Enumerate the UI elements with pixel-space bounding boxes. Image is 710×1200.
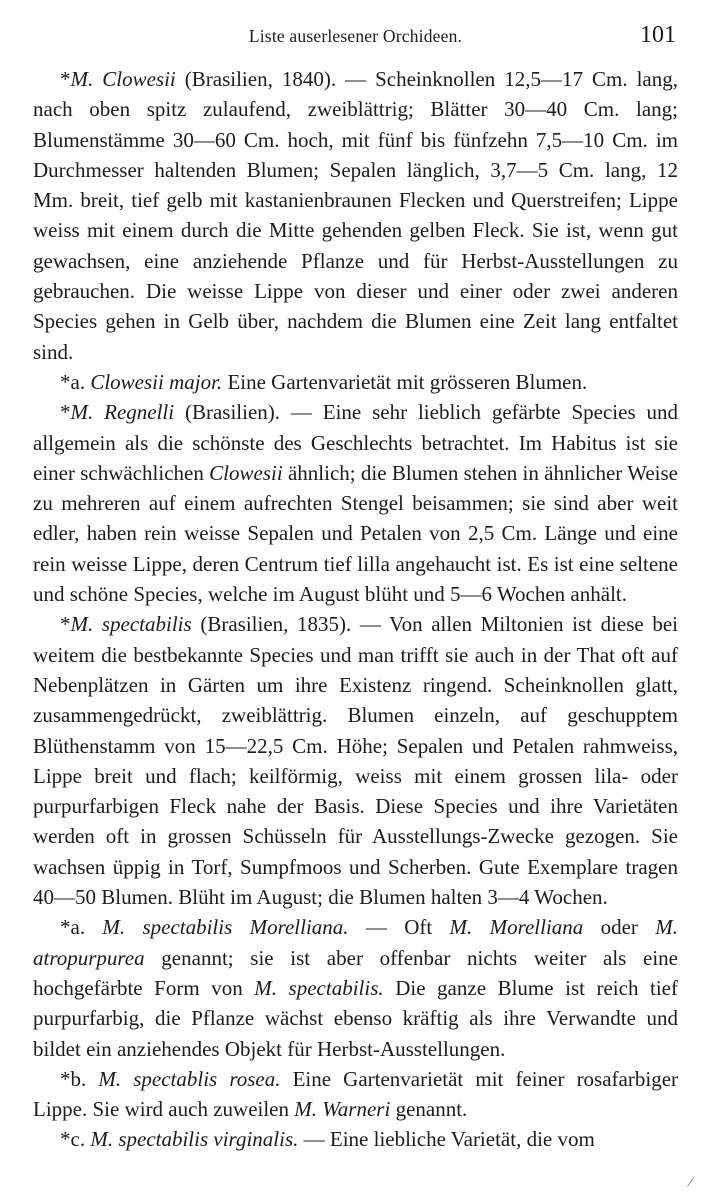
italic-run: M. Clowesii	[70, 67, 176, 91]
page-number: 101	[640, 22, 676, 48]
paragraph	[33, 912, 678, 1063]
text-run: *	[60, 400, 71, 425]
page-body	[33, 64, 678, 1155]
text-run: oder	[583, 915, 656, 940]
text-run: (Brasilien). — Eine sehr lieblich gefärbte Species und allgemein als die schönste des Geschlechts betrachtet. Im Habitus ist sie einer schwächlichen	[33, 400, 679, 485]
italic-run: M. Regnelli	[70, 400, 175, 425]
paragraph	[33, 1124, 678, 1154]
italic-run: M. spectabilis Morelliana.	[102, 915, 349, 940]
text-run: (Brasilien, 1835). — Von allen Miltonien ist diese bei weitem die bestbekannte Species und man trifft sie auch in der That oft auf Nebenplätzen in Gärten um ihre Existenz ringend. Scheinknollen glatt, zusammengedrückt, zweiblättrig. Blumen einzeln, auf geschupptem Blüthenstamm von 15—22,5 Cm. Höhe; Sepalen und Petalen rahmweiss, Lippe breit und flach; keilförmig, weiss mit einem grossen lila- oder purpurfarbigen Fleck nahe der Basis. Diese Species und ihre Varietäten werden oft in grossen Schüsseln für Ausstellungs-Zwecke gezogen. Sie wachsen üppig in Torf, Sumpfmoos und Scherben. Gute Exemplare tragen 40—50 Blumen. Blüht im August; die Blumen halten 3—4 Wochen.	[33, 612, 678, 910]
page-header	[33, 20, 678, 54]
text-run: Eine Gartenvarietät mit feiner rosafarbiger Lippe. Sie wird auch zuweilen	[33, 1066, 679, 1122]
paragraph	[33, 64, 678, 367]
italic-run: M. Warneri	[294, 1097, 391, 1122]
italic-run: M. spectabilis.	[254, 975, 384, 1000]
text-run: Die ganze Blume ist reich tief purpurfarbig, die Pflanze wächst ebenso kräftig als ihre Verwandte und bildet ein anziehendes Objekt für Herbst-Ausstellungen.	[33, 975, 678, 1061]
running-title: Liste auserlesener Orchideen.	[248, 26, 463, 46]
text-run: *	[60, 67, 71, 91]
scan-mark: /	[686, 1175, 695, 1192]
text-run: *a.	[60, 915, 103, 940]
paragraph	[33, 367, 678, 397]
text-run: ähnlich; die Blumen stehen in ähnlicher Weise zu mehreren auf einem aufrechten Stengel beisammen; sie sind aber weit edler, haben rein weisse Sepalen und Petalen von 2,5 Cm. Länge und eine rein weisse Lippe, deren Centrum tief lilla angehaucht ist. Es ist eine seltene und schöne Species, welche im August blüht und 5—6 Wochen anhält.	[33, 460, 678, 607]
text-run: *a.	[60, 369, 91, 394]
italic-run: Clowesii major.	[90, 369, 223, 394]
text-run: genannt; sie ist aber offenbar nichts weiter als eine hochgefärbte Form von	[33, 945, 678, 1000]
italic-run: M. spectabilis virginalis.	[90, 1127, 299, 1152]
text-run: *b.	[60, 1066, 99, 1091]
paragraph	[33, 1064, 678, 1125]
italic-run: M. Morelliana	[449, 915, 584, 940]
text-run: — Eine liebliche Varietät, die vom	[298, 1127, 595, 1152]
italic-run: Clowesii	[209, 460, 283, 485]
text-run: (Brasilien, 1840). — Scheinknollen 12,5—17 Cm. lang, nach oben spitz zulaufend, zweiblättrig; Blätter 30—40 Cm. lang; Blumenstämme 30—60 Cm. hoch, mit fünf bis fünfzehn 7,5—10 Cm. im Durchmesser haltenden Blumen; Sepalen länglich, 3,7—5 Cm. lang, 12 Mm. breit, tief gelb mit kastanienbraunen Flecken und Querstreifen; Lippe weiss mit einem durch die Mitte gehenden gelben Fleck. Sie ist, wenn gut gewachsen, eine anziehende Pflanze und für Herbst-Ausstellungen zu gebrauchen. Die weisse Lippe von dieser und einer oder zwei anderen Species gehen in Gelb über, nachdem die Blumen eine Zeit lang entfaltet sind.	[33, 67, 678, 364]
italic-run: M. atropurpurea	[33, 915, 678, 970]
italic-run: M. spectablis rosea.	[98, 1066, 281, 1091]
paragraph	[33, 609, 678, 912]
text-run: — Oft	[348, 915, 450, 940]
text-run: *c.	[60, 1127, 91, 1152]
text-run: Eine Gartenvarietät mit grösseren Blumen.	[222, 369, 588, 394]
italic-run: M. spectabilis	[70, 612, 192, 637]
text-run: genannt.	[390, 1097, 468, 1122]
text-run: *	[60, 612, 71, 637]
paragraph	[33, 397, 678, 609]
